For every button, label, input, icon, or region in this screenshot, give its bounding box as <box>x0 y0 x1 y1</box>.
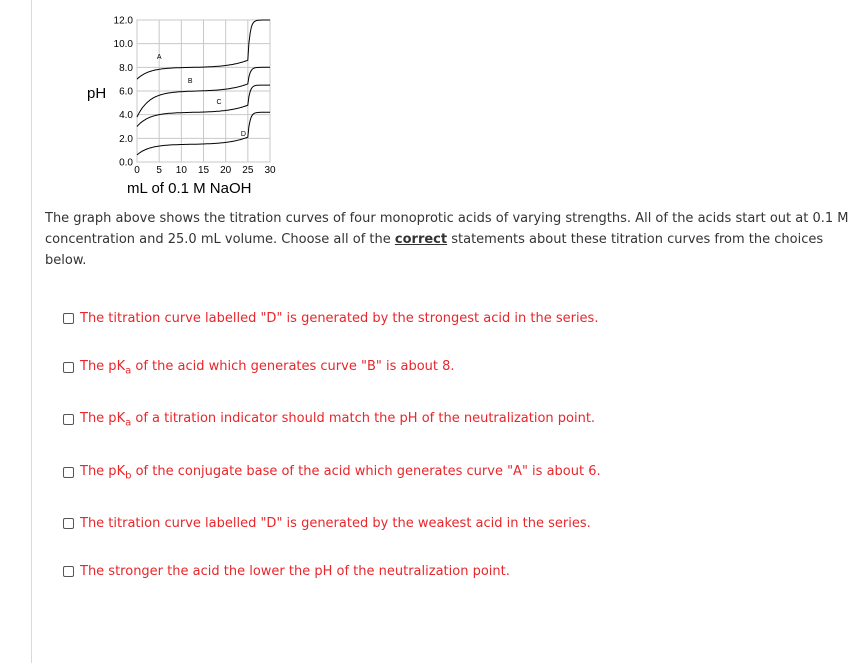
x-tick-label: 10 <box>175 165 187 176</box>
y-tick-label: 10.0 <box>113 39 133 51</box>
y-axis-label: pH <box>87 85 107 102</box>
question-text-before: The graph above shows the titration curves of four monoprotic acids of varying strengths. All of the acids start out at 0.1 M concentration and 25.0 mL volume. Choose all of the <box>45 211 849 247</box>
checkbox-2[interactable] <box>63 362 74 373</box>
x-tick-label: 5 <box>156 165 162 176</box>
titration-chart <box>0 0 300 200</box>
choice-2-post: of the acid which generates curve "B" is about 8. <box>131 359 455 374</box>
y-tick-label: 0.0 <box>119 157 133 169</box>
choice-4-pre: The pK <box>80 464 126 479</box>
y-tick-label: 8.0 <box>119 62 133 74</box>
choice-3[interactable] <box>63 411 595 429</box>
curve-label-b: B <box>187 77 193 85</box>
x-tick-label: 25 <box>242 165 254 176</box>
curve-label-c: C <box>216 99 222 107</box>
choice-1[interactable] <box>63 311 598 326</box>
choice-6[interactable] <box>63 564 510 579</box>
y-tick-labels <box>114 16 134 169</box>
x-tick-label: 20 <box>220 165 232 176</box>
question-text <box>45 208 860 271</box>
x-tick-label: 30 <box>264 165 276 176</box>
choice-4-sub: b <box>125 470 132 482</box>
x-axis-label: mL of 0.1 M NaOH <box>127 180 252 197</box>
choice-5[interactable] <box>63 516 591 531</box>
choice-2-pre: The pK <box>80 359 126 374</box>
question-emphasis: correct <box>394 232 448 247</box>
choice-5-label: The titration curve labelled "D" is generated by the weakest acid in the series. <box>80 516 591 531</box>
choice-1-label: The titration curve labelled "D" is generated by the strongest acid in the series. <box>80 311 599 326</box>
checkbox-6[interactable] <box>63 566 74 577</box>
checkbox-4[interactable] <box>63 467 74 478</box>
choice-4[interactable] <box>63 464 601 482</box>
checkbox-3[interactable] <box>63 414 74 425</box>
y-tick-label: 4.0 <box>119 110 133 122</box>
choice-3-post: of a titration indicator should match the pH of the neutralization point. <box>131 411 596 426</box>
checkbox-5[interactable] <box>63 518 74 529</box>
checkbox-1[interactable] <box>63 313 74 324</box>
choice-3-pre: The pK <box>80 411 126 426</box>
choice-2[interactable] <box>63 359 455 377</box>
curve-label-d: D <box>240 131 246 139</box>
question-text-after: statements about these titration curves from the choices below. <box>45 232 824 268</box>
choice-2-sub: a <box>125 365 132 377</box>
choice-3-sub: a <box>125 417 132 429</box>
curve-label-a: A <box>156 54 162 62</box>
choice-3-label <box>80 411 595 429</box>
y-tick-label: 12.0 <box>113 15 133 27</box>
x-tick-labels <box>134 165 276 176</box>
choice-6-label: The stronger the acid the lower the pH of the neutralization point. <box>80 564 510 579</box>
x-tick-label: 15 <box>197 165 210 176</box>
choice-4-post: of the conjugate base of the acid which generates curve "A" is about 6. <box>131 464 601 479</box>
y-tick-label: 2.0 <box>119 133 133 145</box>
choice-4-label <box>80 464 601 482</box>
y-tick-label: 6.0 <box>119 86 133 98</box>
choice-2-label <box>80 359 455 377</box>
x-tick-label: 0 <box>134 165 140 176</box>
